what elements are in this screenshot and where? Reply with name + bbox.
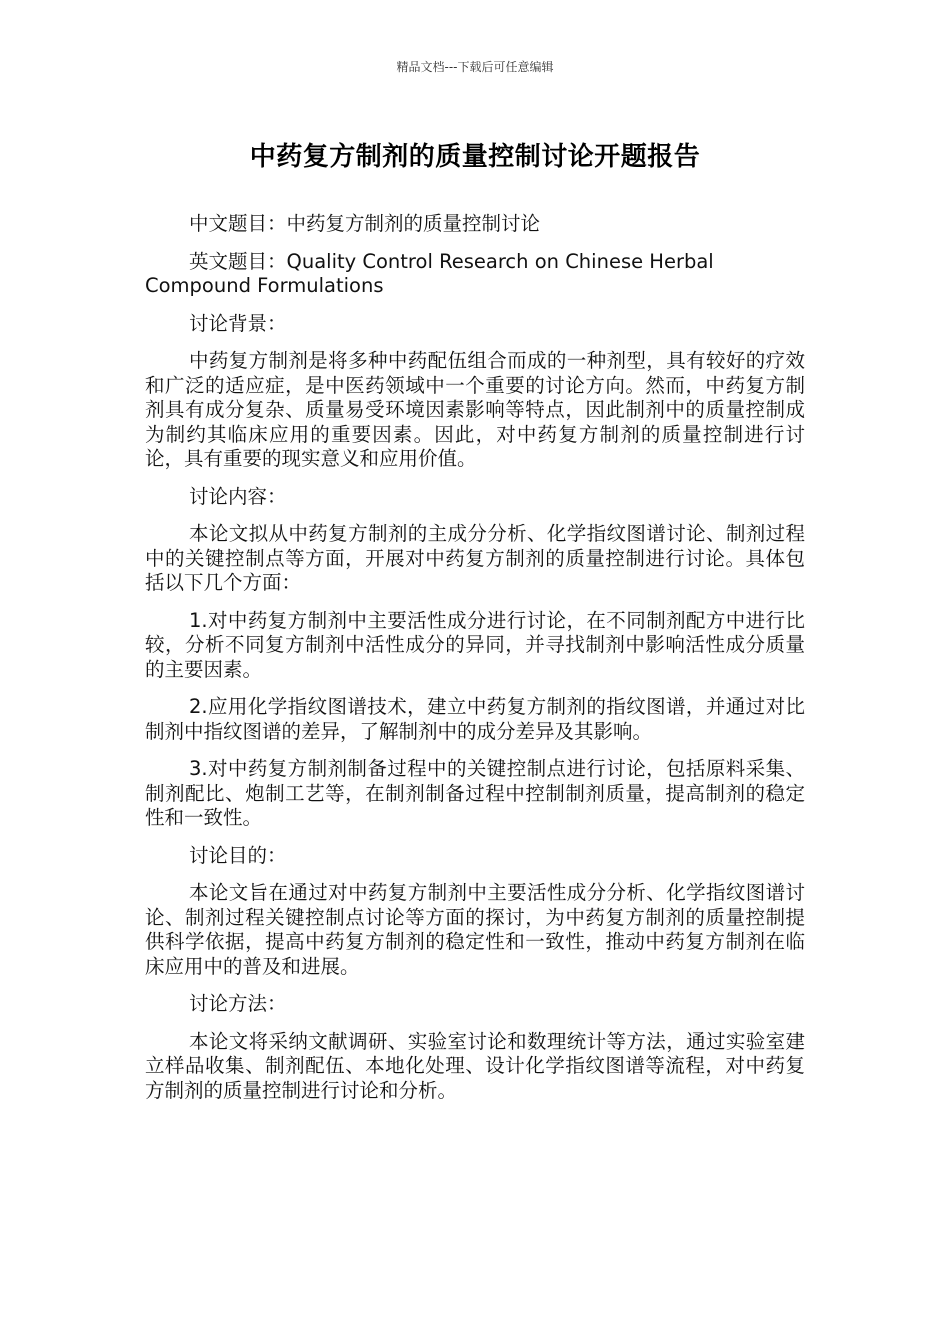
content-item-1: 1.对中药复方制剂中主要活性成分进行讨论，在不同制剂配方中进行比较，分析不同复方制剂中活性成分的异同，并寻找制剂中影响活性成分质量的主要因素。	[145, 608, 805, 681]
chinese-title-line: 中文题目：中药复方制剂的质量控制讨论	[189, 212, 541, 235]
content-item-3: 3.对中药复方制剂制备过程中的关键控制点进行讨论，包括原料采集、制剂配比、炮制工艺等，在制剂制备过程中控制制剂质量，提高制剂的稳定性和一致性。	[145, 757, 805, 829]
background-paragraph: 中药复方制剂是将多种中药配伍组合而成的一种剂型，具有较好的疗效和广泛的适应症，是中医药领域中一个重要的讨论方向。然而，中药复方制剂具有成分复杂、质量易受环境因素影响等特点，因此制剂中的质量控制成为制约其临床应用的重要因素。因此，对中药复方制剂的质量控制进行讨论，具有重要的现实意义和应用价值。	[145, 349, 805, 470]
method-paragraph: 本论文将采纳文献调研、实验室讨论和数理统计等方法，通过实验室建立样品收集、制剂配伍、本地化处理、设计化学指纹图谱等流程，对中药复方制剂的质量控制进行讨论和分析。	[145, 1029, 805, 1102]
document-body	[145, 212, 805, 1116]
section-heading-purpose: 讨论目的：	[189, 843, 287, 867]
document-title: 中药复方制剂的质量控制讨论开题报告	[249, 142, 701, 172]
content-item-2: 2.应用化学指纹图谱技术，建立中药复方制剂的指纹图谱，并通过对比制剂中指纹图谱的差异，了解制剂中的成分差异及其影响。	[145, 695, 805, 743]
purpose-paragraph: 本论文旨在通过对中药复方制剂中主要活性成分分析、化学指纹图谱讨论、制剂过程关键控制点讨论等方面的探讨，为中药复方制剂的质量控制提供科学依据，提高中药复方制剂的稳定性和一致性，推动中药复方制剂在临床应用中的普及和进展。	[145, 881, 805, 978]
section-heading-content: 讨论内容：	[189, 484, 287, 508]
header-watermark: 精品文档---下载后可任意编辑	[396, 60, 554, 74]
content-intro-paragraph: 本论文拟从中药复方制剂的主成分分析、化学指纹图谱讨论、制剂过程中的关键控制点等方面，开展对中药复方制剂的质量控制进行讨论。具体包括以下几个方面：	[145, 522, 805, 594]
english-title-line: 英文题目：Quality Control Research on Chinese Herbal Compound Formulations	[145, 249, 714, 297]
section-heading-background: 讨论背景：	[189, 311, 287, 335]
section-heading-method: 讨论方法：	[189, 992, 287, 1015]
